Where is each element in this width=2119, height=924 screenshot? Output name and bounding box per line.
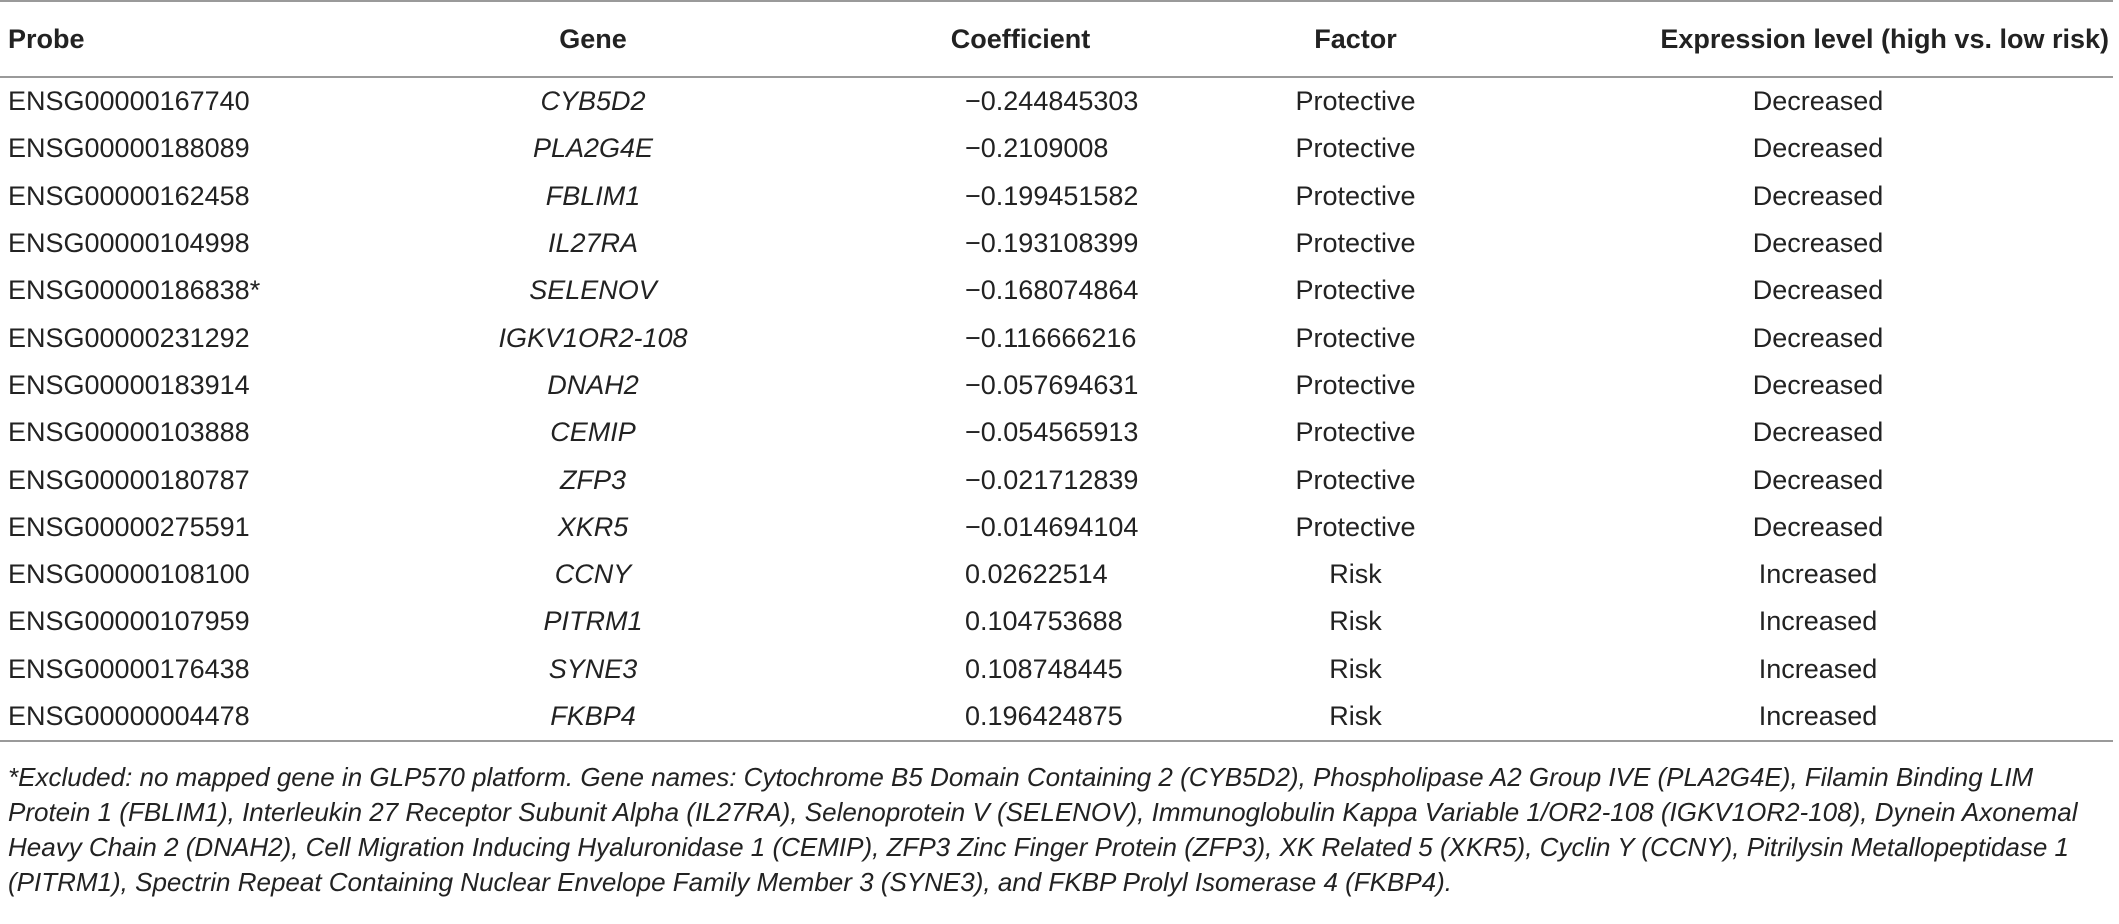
expression-level-cell: Decreased <box>1752 180 1884 211</box>
expression-level-cell: Increased <box>1758 559 1878 590</box>
coefficient-cell: −0.054565913 <box>965 417 1139 448</box>
table-row <box>0 456 2113 503</box>
gene-cell: SELENOV <box>529 275 657 306</box>
gene-cell: XKR5 <box>557 511 629 542</box>
expression-level-cell: Decreased <box>1752 511 1884 542</box>
probe-cell: ENSG00000103888 <box>8 417 250 448</box>
expression-level-cell: Increased <box>1758 653 1878 684</box>
header-probe: Probe <box>0 1 333 77</box>
probe-cell: ENSG00000004478 <box>0 693 333 741</box>
gene-cell: FBLIM1 <box>545 180 641 211</box>
probe-cell: ENSG00000176438 <box>8 653 250 684</box>
gene-cell: SYNE3 <box>548 653 638 684</box>
factor-cell: Protective <box>1295 86 1416 117</box>
table-row <box>0 646 2113 693</box>
expression-level-cell: Decreased <box>1752 417 1884 448</box>
header-gene: Gene <box>333 1 853 77</box>
gene-cell: IL27RA <box>547 228 639 259</box>
table-footnote: *Excluded: no mapped gene in GLP570 platform. Gene names: Cytochrome B5 Domain Containing 2 (CYB5D2), Phospholipase A2 Group IVE (PLA2G4E), Filamin Binding LIM Protein 1 (FBLIM1), Interleukin 27 Receptor Subunit Alpha (IL27RA), Selenoprotein V (SELENOV), Immunoglobulin Kappa Variable 1/OR2-108 (IGKV1OR2-108), Dynein Axonemal Heavy Chain 2 (DNAH2), Cell Migration Inducing Hyaluronidase 1 (CEMIP), ZFP3 Zinc Finger Protein (ZFP3), XK Related 5 (XKR5), Cyclin Y (CCNY), Pitrilysin Metallopeptidase 1 (PITRM1), Spectrin Repeat Containing Nuclear Envelope Family Member 3 (SYNE3), and FKBP Prolyl Isomerase 4 (FKBP4). <box>8 762 2078 897</box>
table-body <box>0 77 2113 741</box>
probe-cell: ENSG00000275591 <box>8 511 250 542</box>
expression-level-cell: Decreased <box>1752 275 1884 306</box>
coefficient-cell: −0.199451582 <box>965 180 1139 211</box>
coefficient-cell: 0.196424875 <box>853 693 1188 741</box>
expression-level-cell: Decreased <box>1752 464 1884 495</box>
table-row <box>0 125 2113 172</box>
probe-cell: ENSG00000188089 <box>8 133 250 164</box>
expression-level-cell: Decreased <box>1752 369 1884 400</box>
header-coefficient: Coefficient <box>853 1 1188 77</box>
gene-cell: IGKV1OR2-108 <box>498 322 688 353</box>
probe-cell: ENSG00000186838* <box>8 275 261 306</box>
gene-cell: FKBP4 <box>333 693 853 741</box>
factor-cell: Protective <box>1295 275 1416 306</box>
table-row <box>0 504 2113 551</box>
probe-cell: ENSG00000180787 <box>8 464 250 495</box>
expression-level-cell: Decreased <box>1752 133 1884 164</box>
coefficient-cell: −0.168074864 <box>965 275 1139 306</box>
header-expression-level: Expression level (high vs. low risk) <box>1523 1 2113 77</box>
table-row <box>0 598 2113 645</box>
coefficient-cell: 0.02622514 <box>965 559 1108 590</box>
coefficient-cell: −0.2109008 <box>965 133 1109 164</box>
factor-cell: Protective <box>1295 228 1416 259</box>
table-row <box>0 77 2113 125</box>
gene-cell: DNAH2 <box>547 369 639 400</box>
expression-level-cell: Increased <box>1758 606 1878 637</box>
expression-level-cell: Decreased <box>1752 228 1884 259</box>
factor-cell: Protective <box>1295 511 1416 542</box>
table-row <box>0 173 2113 220</box>
factor-cell: Protective <box>1295 133 1416 164</box>
expression-level-cell: Decreased <box>1752 86 1884 117</box>
factor-cell: Risk <box>1188 693 1523 741</box>
gene-cell: CCNY <box>554 559 632 590</box>
table-row <box>0 314 2113 361</box>
expression-level-cell: Decreased <box>1752 322 1884 353</box>
coefficient-cell: −0.021712839 <box>965 464 1139 495</box>
factor-cell: Protective <box>1295 417 1416 448</box>
header-row <box>0 1 2113 77</box>
factor-cell: Risk <box>1329 559 1382 590</box>
coefficient-cell: −0.014694104 <box>965 511 1139 542</box>
table-row <box>0 267 2113 314</box>
table-row <box>0 362 2113 409</box>
table-row <box>0 693 2113 741</box>
probe-cell: ENSG00000167740 <box>8 86 250 117</box>
coefficient-cell: −0.193108399 <box>965 228 1139 259</box>
probe-cell: ENSG00000183914 <box>8 369 250 400</box>
probe-cell: ENSG00000162458 <box>8 180 250 211</box>
coefficient-cell: 0.104753688 <box>965 606 1123 637</box>
table-row <box>0 551 2113 598</box>
header-factor: Factor <box>1188 1 1523 77</box>
gene-cell: CEMIP <box>550 417 636 448</box>
probe-cell: ENSG00000107959 <box>8 606 250 637</box>
factor-cell: Protective <box>1295 464 1416 495</box>
probe-cell: ENSG00000108100 <box>8 559 250 590</box>
coefficient-cell: −0.057694631 <box>965 369 1139 400</box>
table-row <box>0 220 2113 267</box>
probe-cell: ENSG00000231292 <box>8 322 250 353</box>
coefficient-cell: −0.244845303 <box>965 86 1139 117</box>
factor-cell: Risk <box>1329 606 1382 637</box>
gene-cell: PITRM1 <box>543 606 643 637</box>
factor-cell: Protective <box>1295 369 1416 400</box>
expression-level-cell: Increased <box>1523 693 2113 741</box>
probe-cell: ENSG00000104998 <box>8 228 250 259</box>
coefficient-cell: 0.108748445 <box>965 653 1123 684</box>
gene-cell: CYB5D2 <box>540 86 646 117</box>
gene-cell: PLA2G4E <box>532 133 654 164</box>
factor-cell: Protective <box>1295 180 1416 211</box>
factor-cell: Protective <box>1295 322 1416 353</box>
factor-cell: Risk <box>1329 653 1382 684</box>
coefficient-cell: −0.116666216 <box>965 322 1137 353</box>
gene-cell: ZFP3 <box>559 464 626 495</box>
table-row <box>0 409 2113 456</box>
